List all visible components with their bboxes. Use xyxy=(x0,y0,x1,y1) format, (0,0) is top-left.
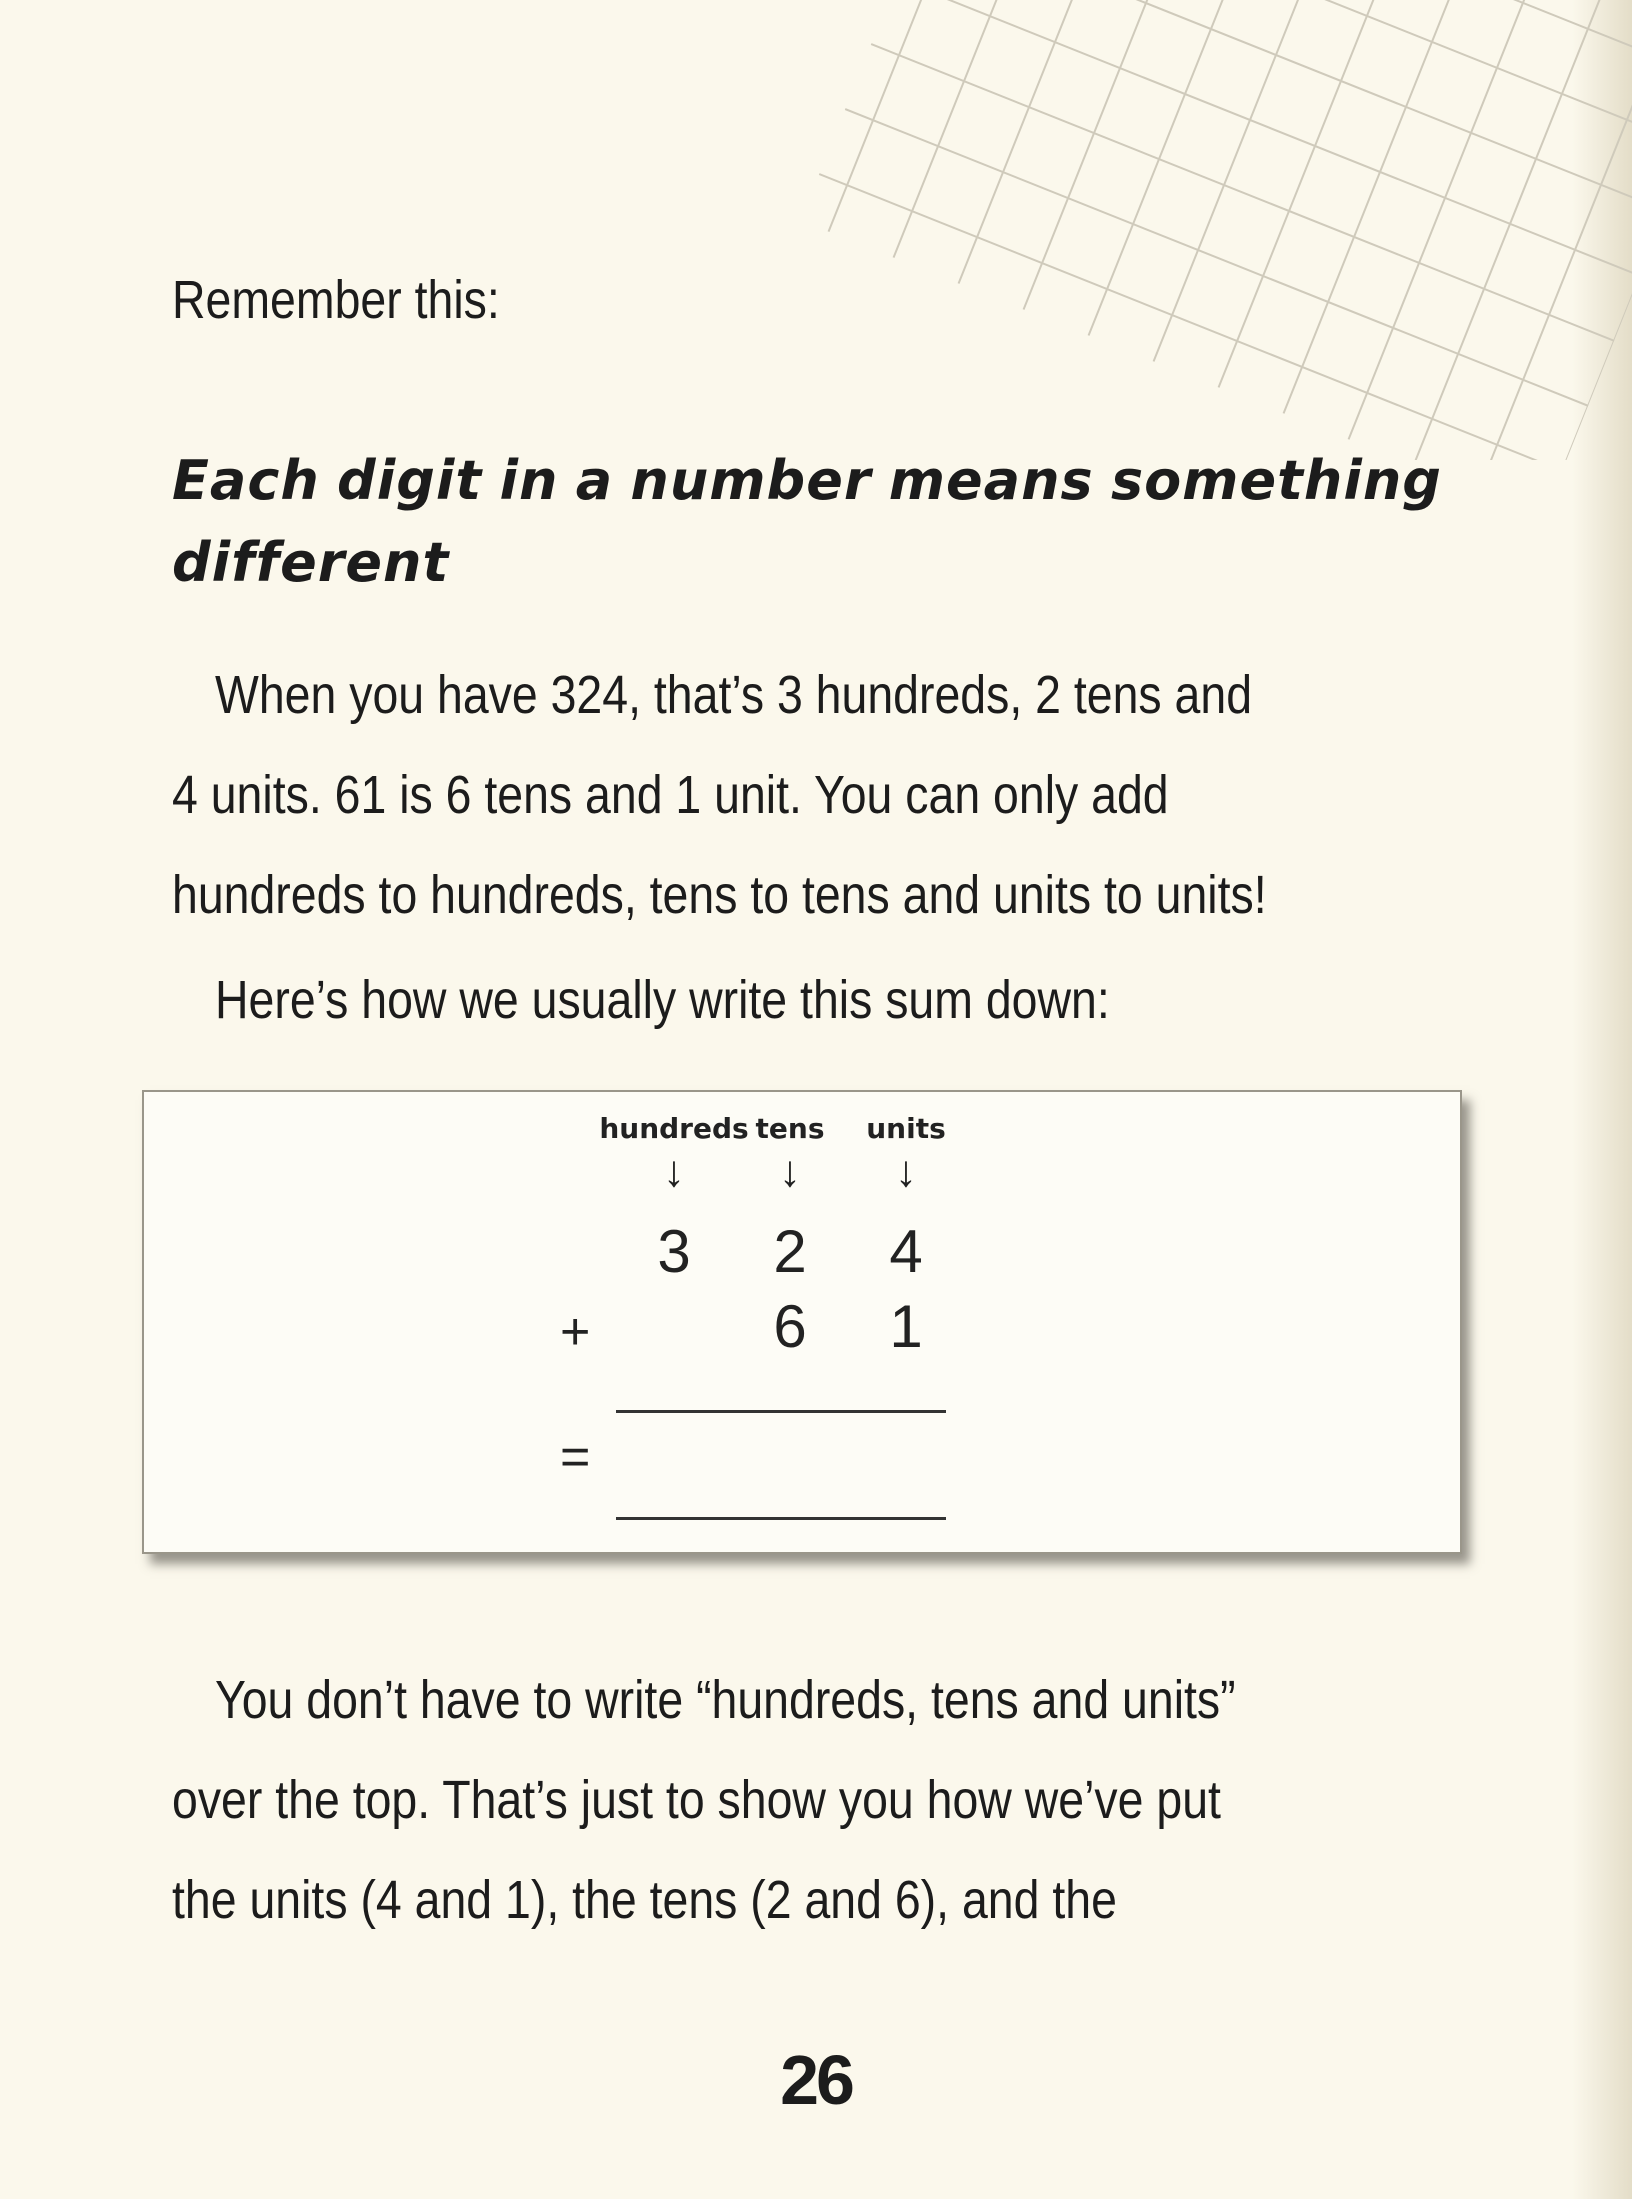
digit-units-row2: 1 xyxy=(889,1293,923,1360)
paragraph-1-line-3: hundreds to hundreds, tens to tens and units to units! xyxy=(172,865,1267,925)
heading-word: something xyxy=(1110,449,1442,512)
plus-sign: + xyxy=(560,1303,591,1361)
column-addition-box xyxy=(142,1090,1462,1554)
paragraph-1 xyxy=(172,645,1442,945)
heading-line-1 xyxy=(172,440,1442,522)
heading-word: means xyxy=(888,449,1094,512)
paragraph-3-line-1: You don’t have to write “hundreds, tens and units” xyxy=(215,1670,1236,1730)
heading-line-2: different xyxy=(172,531,450,594)
grid-line xyxy=(1497,0,1632,460)
arrow-down-icon: ↓ xyxy=(663,1147,685,1196)
arrow-down-icon: ↓ xyxy=(895,1147,917,1196)
grid-line xyxy=(560,0,938,432)
paragraph-3-line-2: over the top. That’s just to show you how we’ve put xyxy=(172,1770,1221,1830)
heading-word: Each xyxy=(172,449,320,512)
digit-units-row1: 4 xyxy=(889,1218,923,1285)
grid-line xyxy=(1107,0,1522,460)
graph-paper-decoration xyxy=(560,0,1632,460)
page-number: 26 xyxy=(780,2041,852,2119)
grid-line xyxy=(977,0,1392,460)
grid-line xyxy=(756,0,1632,263)
intro-text: Remember this: xyxy=(172,270,500,330)
paragraph-1-line-1: When you have 324, that’s 3 hundreds, 2 tens and xyxy=(215,665,1253,725)
digit-tens-row1: 2 xyxy=(773,1218,807,1285)
arrow-down-icon: ↓ xyxy=(779,1147,801,1196)
heading-word: digit xyxy=(337,449,483,512)
grid-line xyxy=(717,0,1132,460)
grid-line xyxy=(652,0,1067,460)
paragraph-3 xyxy=(172,1650,1442,1950)
digit-tens-row2: 6 xyxy=(773,1293,807,1360)
grid-line xyxy=(808,0,1632,133)
section-heading xyxy=(172,440,1442,604)
grid-line xyxy=(782,0,1197,460)
label-hundreds: hundreds xyxy=(599,1112,749,1145)
heading-word: a xyxy=(575,449,614,512)
sum-rule-top xyxy=(616,1410,946,1413)
heading-word: number xyxy=(630,449,872,512)
sum-rule-bottom xyxy=(616,1517,946,1520)
paragraph-1-line-2: 4 units. 61 is 6 tens and 1 unit. You can only add xyxy=(172,765,1169,825)
paragraph-2: Here’s how we usually write this sum down: xyxy=(215,970,1110,1030)
grid-line xyxy=(1042,0,1457,460)
grid-line xyxy=(587,0,1002,458)
grid-line xyxy=(1432,0,1632,460)
digit-hundreds-row1: 3 xyxy=(657,1218,691,1285)
paragraph-3-line-3: the units (4 and 1), the tens (2 and 6), and the xyxy=(172,1870,1117,1930)
label-units: units xyxy=(866,1112,946,1145)
grid-line xyxy=(834,0,1632,68)
equals-sign: = xyxy=(560,1428,591,1486)
label-tens: tens xyxy=(755,1112,825,1145)
heading-word: in xyxy=(499,449,559,512)
